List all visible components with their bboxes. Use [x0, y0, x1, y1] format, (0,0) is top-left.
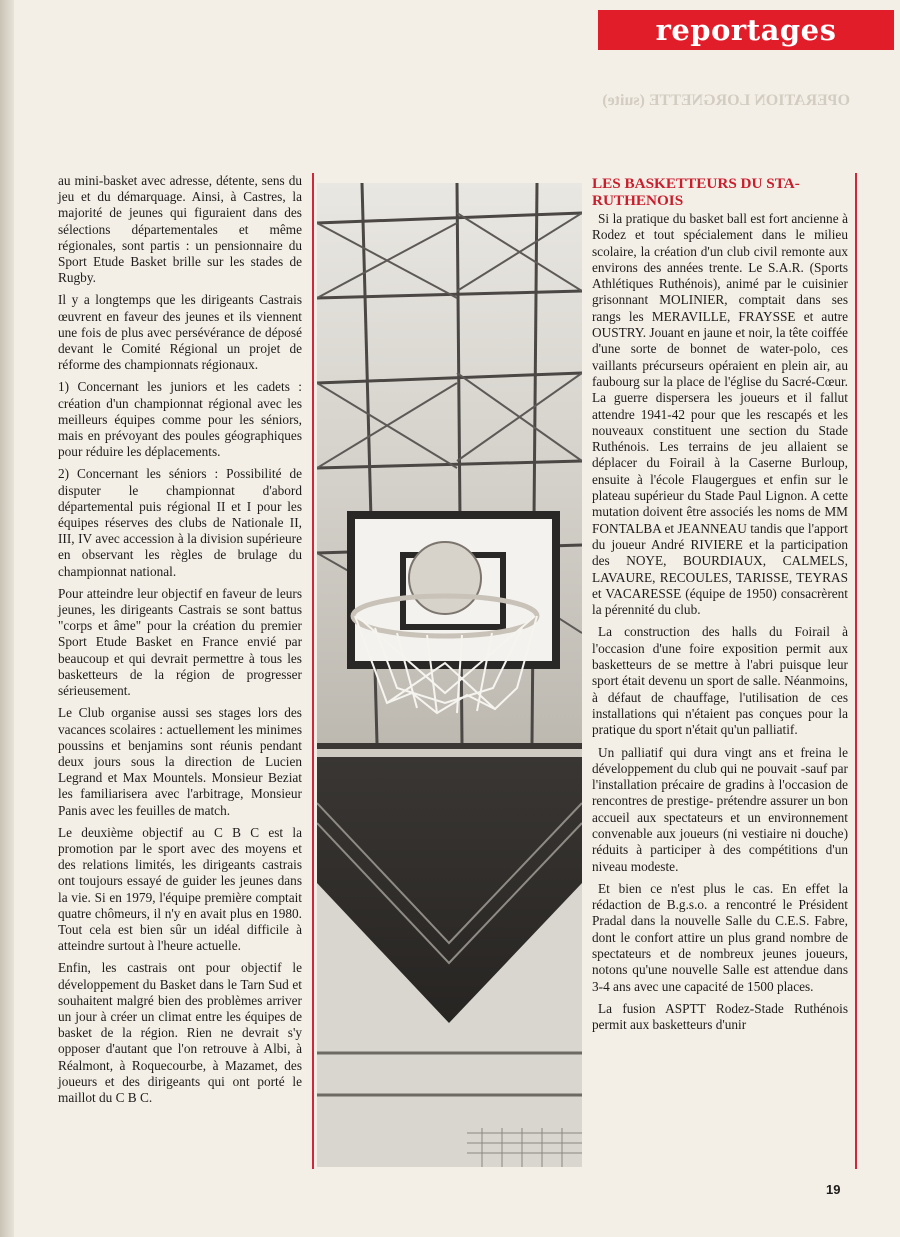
left-paragraph-4: 2) Concernant les séniors : Possibilité de disputer le championnat d'abord départemental puis régional II et I pour les équipes réserves des clubs de Nationale II, III, IV avec accession à la division supérieure en observant les règles de brulage du championnat national. — [58, 466, 302, 579]
left-paragraph-8: Enfin, les castrais ont pour objectif le développement du Basket dans le Tarn Sud et souhaitent malgré bien des problèmes arriver un jour à créer un climat entre les équipes de basket de la région. Rien ne devrait s'y opposer d'autant que l'on retrouve à Albi, à Réalmont, à Roquecourbe, à Mazamet, des joueurs et des dirigeants qui ont porté le maillot du C B C. — [58, 960, 302, 1105]
page-edge — [0, 0, 14, 1237]
left-paragraph-3: 1) Concernant les juniors et les cadets : création d'un championnat régional avec les meilleurs équipes comme pour les séniors, mais en prévoyant des poules géographiques pour réduire les déplacements. — [58, 379, 302, 460]
right-paragraph-2: La construction des halls du Foirail à l'occasion d'une foire exposition permit aux basketteurs de se mettre à l'abri puisque leur sport était devenu un sport de salle. Néanmoins, à défaut de chauffage, l'utilisation de ces installations qui n'étaient pas conçues pour la pratique du sport n'était qu'un palliatif. — [592, 624, 848, 738]
column-divider-right — [855, 173, 857, 1169]
right-paragraph-1: Si la pratique du basket ball est fort ancienne à Rodez et tout spécialement dans le milieu scolaire, la création d'un club civil remonte aux environs des années trente. Le S.A.R. (Sports Athlétiques Ruthénois), animé par le cuisinier grisonnant MOLINIER, comptait dans ses rangs les MERAVILLE, FRAYSSE et autre OUSTRY. Jouant en jaune et noir, la tête coiffée d'une sorte de bonnet de water-polo, ces vaillants précurseurs opéraient en plein air, au faubourg sur la place de l'église du Sacré-Cœur. La guerre dispersera les joueurs et il fallut attendre 1941-42 pour que les rescapés et les nouveaux constituent une section du Stade Ruthénois. Les terrains de jeu allaient se déplacer du Foirail à la Caserne Burloup, ensuite à l'école Flaugergues et enfin sur le plateau supérieur du Stade Paul Lignon. A cette mutation doivent être associés les noms de MM FONTALBA et JEANNEAU tandis que l'apport du joueur André RIVIERE et la participation des NOYE, BOURDIAUX, CALMELS, LAVAURE, RECOULES, TARISSE, TEYRAS et VACARESSE (équipe de 1950) consacrèrent la pérennité du club. — [592, 211, 848, 618]
left-paragraph-5: Pour atteindre leur objectif en faveur de leurs jeunes, les dirigeants Castrais se sont battus "corps et âme" pour la création du premier Sport Etude Basket en France envié par beaucoup et qui devrait permettre à tous les basketteurs de la région de progresser sérieusement. — [58, 585, 302, 699]
left-paragraph-7: Le deuxième objectif au C B C est la promotion par le sport avec des moyens et des relations limités, les dirigeants castrais ont toujours essayé de guider les jeunes dans la vie. Si en 1979, l'équipe première comptait quatre chômeurs, il n'y en avait plus en 1980. Tout cela est bien sûr un idéal difficile à atteindre surtout à l'heure actuelle. — [58, 824, 302, 954]
bleed-through-title: OPERATION LORGNETTE (suite) — [602, 92, 850, 109]
left-paragraph-1: au mini-basket avec adresse, détente, sens du jeu et du démarquage. Ainsi, à Castres, la majorité de jeunes qui figuraient dans des sélections départementales et même régionales, sont partis : un pensionnaire du Sport Etude Basket brille sur les stades de Rugby. — [58, 173, 302, 286]
column-divider-left — [312, 173, 314, 1169]
section-header — [598, 10, 894, 50]
right-paragraph-5: La fusion ASPTT Rodez-Stade Ruthénois permit aux basketteurs d'unir — [592, 1000, 848, 1033]
left-paragraph-2: Il y a longtemps que les dirigeants Castrais œuvrent en faveur des jeunes et ils viennent une fois de plus avec persévérance de déposé devant le Comité Régional un projet de réforme des championnats régionaux. — [58, 292, 302, 373]
right-paragraph-4: Et bien ce n'est plus le cas. En effet la rédaction de B.g.s.o. a rencontré le Président Pradal dans la nouvelle Salle du C.E.S. Fabre, dont le confort attire un plus grand nombre de spectateurs et de nombreux jeunes joueurs, notons qu'une nouvelle Salle est attendue dans 3-4 ans avec une capacité de 1500 places. — [592, 880, 848, 994]
right-paragraph-3: Un palliatif qui dura vingt ans et freina le développement du club qui ne pouvait -sauf par l'installation précaire de gradins à l'occasion de rencontres de prestige- prétendre assurer un bon accueil aux spectateurs et un environnement convenable aux joueurs (ni vestiaire ni douche) réduits à participer à des compétitions d'un niveau modeste. — [592, 744, 848, 874]
section-label: reportages — [655, 13, 837, 47]
right-column — [592, 175, 848, 1040]
page-number: 19 — [826, 1182, 841, 1197]
left-column — [58, 173, 302, 1112]
basketball-hoop-photo — [317, 183, 582, 1167]
left-paragraph-6: Le Club organise aussi ses stages lors des vacances scolaires : actuellement les minimes poussins et benjamins sont réunis pendant deux jours sous la direction de Lucien Legrand et Max Mountels. Monsieur Beziat les familiarisera avec l'arbitrage, Monsieur Panis avec les feuilles de match. — [58, 705, 302, 818]
article-title: LES BASKETTEURS DU STA-RUTHENOIS — [592, 175, 800, 209]
